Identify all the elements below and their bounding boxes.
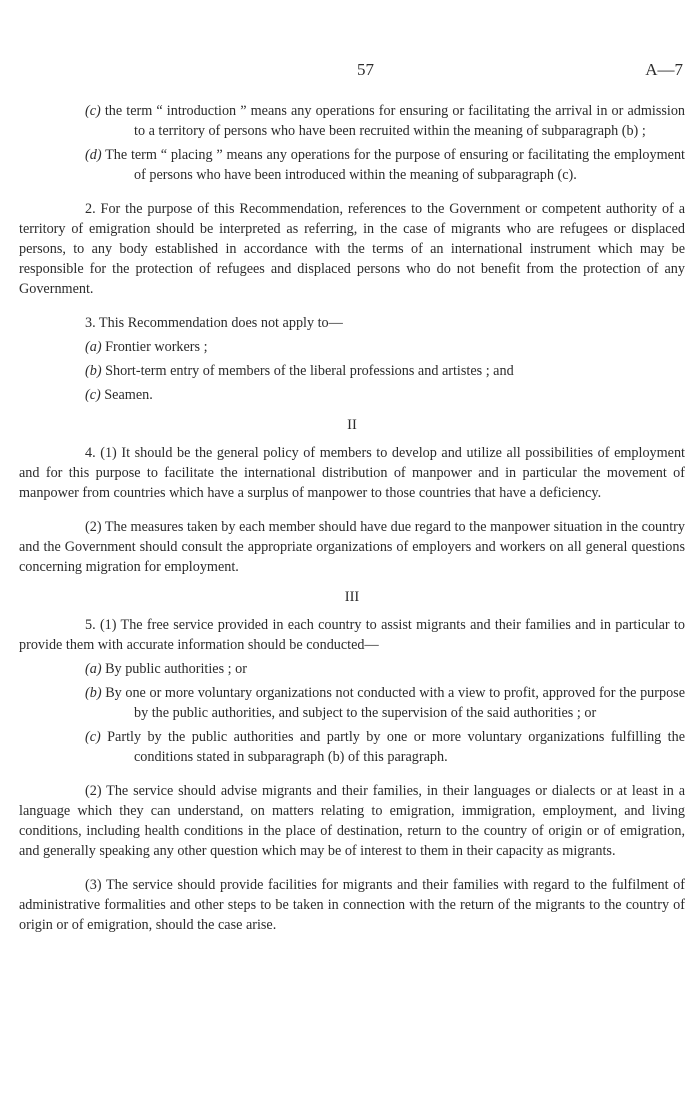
exclusion-b-label: (b): [85, 363, 102, 379]
subparagraph-c-text: the term “ introduction ” means any operations for ensuring or facilitating the arrival in or admission to a territory of persons who have been recruited within the meaning of subparagraph (b) ;: [104, 103, 686, 139]
section-heading-iii: III: [344, 589, 360, 605]
document-reference: A—7: [645, 60, 683, 79]
paragraph-5-3: (3) The service should provide facilities for migrants and their families with regard to the fulfilment of administrative formalities and other steps to be taken in connection with the return of the migrants to the country of origin or of emigration, should the case arise.: [19, 877, 685, 933]
service-option-b: [19, 683, 685, 723]
page-body: [19, 101, 685, 935]
exclusion-a: [85, 337, 685, 357]
exclusion-b-text: Short-term entry of members of the liberal professions and artistes ; and: [105, 363, 514, 379]
service-option-a: [19, 659, 685, 679]
paragraph-5-2: (2) The service should advise migrants and their families, in their languages or dialects or at least in a language which they can understand, on matters relating to emigration, immigration, employment, and living conditions, including health conditions in the place of destination, return to the country of origin or of emigration, and generally speaking any other question which may be of interest to them in their capacity as migrants.: [19, 783, 685, 859]
service-option-a-label: (a): [85, 661, 102, 677]
label-d: (d): [85, 147, 102, 163]
subparagraph-d-text: The term “ placing ” means any operations for the purpose of ensuring or facilitating the employment of persons who have been introduced within the meaning of subparagraph (c).: [105, 147, 685, 183]
service-option-c-text: Partly by the public authorities and partly by one or more voluntary organizations fulfilling the conditions stated in subparagraph (b) of this paragraph.: [107, 729, 685, 765]
subparagraph-d: [19, 145, 685, 185]
service-option-b-label: (b): [85, 685, 102, 701]
service-option-a-text: By public authorities ; or: [105, 661, 247, 677]
exclusion-a-text: Frontier workers ;: [105, 339, 208, 355]
page-number: 57: [357, 60, 374, 79]
paragraph-4-2: (2) The measures taken by each member should have due regard to the manpower situation in the country and the Government should consult the appropriate organizations of employers and workers on all general questions concerning migration for employment.: [19, 519, 685, 575]
paragraph-2: 2. For the purpose of this Recommendation, references to the Government or competent authority of a territory of emigration should be interpreted as referring, in the case of migrants who are refugees or displaced persons, to any body established in accordance with the terms of an international instrument which may be responsible for the protection of refugees and displaced persons who do not benefit from the protection of any Government.: [19, 201, 685, 297]
exclusion-b: [85, 361, 685, 381]
exclusion-a-label: (a): [85, 339, 102, 355]
page-header: [0, 60, 700, 82]
subparagraph-c: [19, 101, 685, 141]
service-option-b-text: By one or more voluntary organizations not conducted with a view to profit, approved for the purpose by the public authorities, and subject to the supervision of the said authorities ; or: [105, 685, 686, 721]
paragraph-3: 3. This Recommendation does not apply to—: [85, 315, 343, 331]
exclusion-c-text: Seamen.: [104, 387, 153, 403]
service-option-c-label: (c): [85, 729, 101, 745]
label-c: (c): [85, 103, 101, 119]
exclusion-c-label: (c): [85, 387, 101, 403]
paragraph-4-1: 4. (1) It should be the general policy of members to develop and utilize all possibilities of employment and for this purpose to facilitate the international distribution of manpower and in particular the movement of manpower from countries which have a surplus of manpower to those countries that have a deficiency.: [19, 445, 685, 501]
service-option-c: [19, 727, 685, 767]
paragraph-5-1: 5. (1) The free service provided in each country to assist migrants and their families and in particular to provide them with accurate information should be conducted—: [19, 617, 685, 653]
exclusion-c: [85, 385, 685, 405]
section-heading-ii: II: [347, 417, 357, 433]
